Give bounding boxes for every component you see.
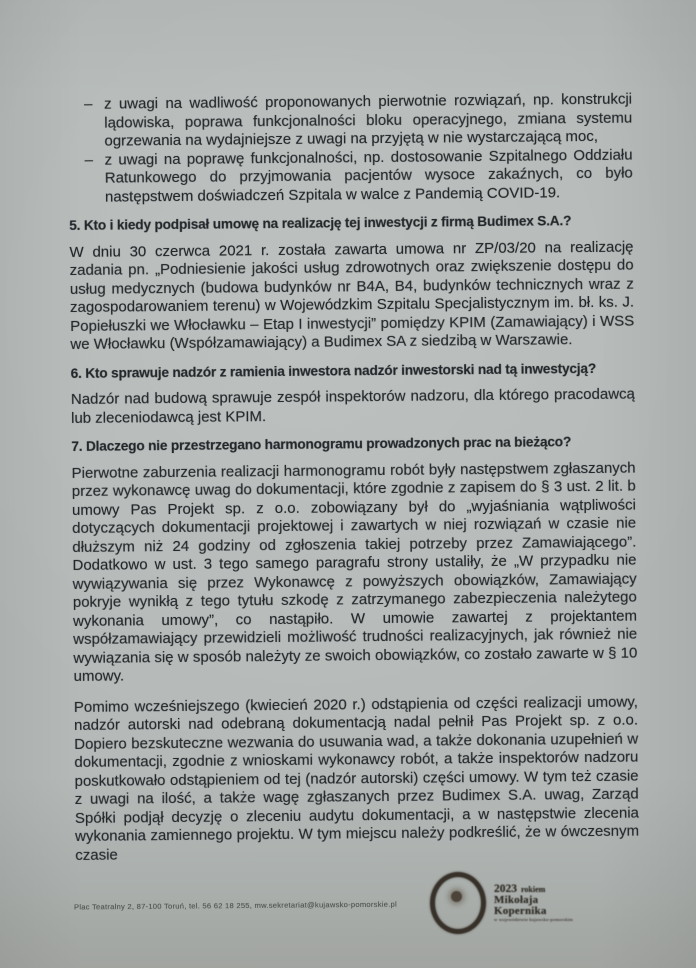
question-7-answer-paragraph-1: Pierwotne zaburzenia realizacji harmonogramu robót były następstwem zgłaszanych przez wykonawcę uwag do dokumentacji, które zgodnie z zapisem do § 3 ust. 2 lit. b umowy Pas Projekt sp. z o.o. zobowiązany był do „wyjaśniania wątpliwości dotyczących dokumentacji projektowej i zawartych w niej rozwiązań w czasie nie dłuższym niż 24 godziny od zgłoszenia takiej potrzeby przez Zamawiającego”. Dodatkowo w ust. 3 tego samego paragrafu strony ustaliły, że „W przypadku nie wywiązywania się przez Wykonawcę z powyższych obowiązków, Zamawiający pokryje wynikłą z tego tytułu szkodę z zatrzymanego zabezpieczenia należytego wykonania umowy”, co nastąpiło. W umowie zawartej z projektantem współzamawiający przewidzieli możliwość trudności realizacyjnych, jak również nie wywiązania się w sposób należyty ze swoich obowiązków, co zostało zawarte w § 10 umowy. [71, 459, 638, 685]
logo-subtitle: w województwie kujawsko-pomorskim [494, 917, 574, 922]
question-5-answer: W dniu 30 czerwca 2021 r. została zawarta umowa nr ZP/03/20 na realizację zadania pn. „Podniesienie jakości usług zdrowotnych oraz zwiększenie dostępu do usług medycznych (budowa budynków nr B4A, B4, budynków technicznych wraz z zagospodarowaniem terenu) w Wojewódzkim Szpitalu Specjalistycznym im. bł. ks. J. Popiełuszki we Włocławku – Etap I inwestycji” pomiędzy KPIM (Zamawiający) i WSS we Włocławku (Współzamawiający) a Budimex SA z siedzibą w Warszawie. [69, 238, 635, 353]
dash-bullet-icon: – [84, 151, 94, 169]
question-7-heading: 7. Dlaczego nie przestrzegano harmonogramu prowadzonych prac na bieżąco? [71, 434, 572, 454]
footer-address: Plac Teatralny 2, 87-100 Toruń, tel. 56 62 18 255, mw.sekretariat@kujawsko-pomorskie.pl [73, 899, 398, 912]
bullet-text: z uwagi na poprawę funkcjonalności, np. dostosowanie Szpitalnego Oddziału Ratunkowego do przyjmowania pacjentów wysoce zakaźnych, co było następstwem doświadczeń Szpitala w walce z Pandemią COVID-19. [104, 146, 633, 206]
document-body [68, 91, 639, 865]
dash-bullet-icon: – [83, 95, 93, 113]
logo-year-suffix: rokiem [521, 885, 546, 894]
logo-center-dot-icon [451, 891, 462, 902]
bullet-list [68, 91, 633, 207]
logo-year: 2023 [494, 883, 517, 895]
question-5-heading: 5. Kto i kiedy podpisał umowę na realizację tej inwestycji z firmą Budimex S.A.? [69, 213, 572, 233]
list-item [68, 91, 633, 152]
logo-name: Mikołaja Kopernika [494, 894, 547, 917]
logo-ring-icon [430, 872, 486, 934]
question-6-heading: 6. Kto sprawuje nadzór z ramienia inwestora nadzór inwestorski nad tą inwestycją? [70, 360, 597, 381]
copernicus-2023-logo [428, 870, 588, 936]
list-item [69, 146, 634, 207]
bullet-text: z uwagi na wadliwość proponowanych pierwotnie rozwiązań, np. konstrukcji lądowiska, poprawa funkcjonalności bloku operacyjnego, zmiana systemu ogrzewania na wydajniejsze z uwagi na przyjętą w nie wystarczającą moc, [103, 90, 633, 150]
question-6-answer: Nadzór nad budową sprawuje zespół inspektorów nadzoru, dla którego pracodawcą lub zleceniodawcą jest KPIM. [70, 385, 635, 427]
logo-text [494, 882, 588, 923]
question-7-answer-paragraph-2: Pomimo wcześniejszego (kwiecień 2020 r.) odstąpienia od części realizacji umowy, nadzór autorski nad odebraną dokumentacją nadal pełnił Pas Projekt sp. z o.o. Dopiero bezskuteczne wezwania do usuwania wad, a także dokonania uzupełnień w dokumentacji, zgodnie z wnioskami wykonawcy robót, a także inspektorów nadzoru poskutkowało odstąpieniem od tej (nadzór autorski) części umowy. W tym też czasie z uwagi na ilość, a także wagę zgłaszanych przez Budimex S.A. uwag, Zarząd Spółki podjął decyzję o zleceniu audytu dokumentacji, a w następstwie zlecenia wykonania zamiennego projektu. W tym miejscu należy podkreślić, że w ówczesnym czasie [73, 693, 640, 864]
